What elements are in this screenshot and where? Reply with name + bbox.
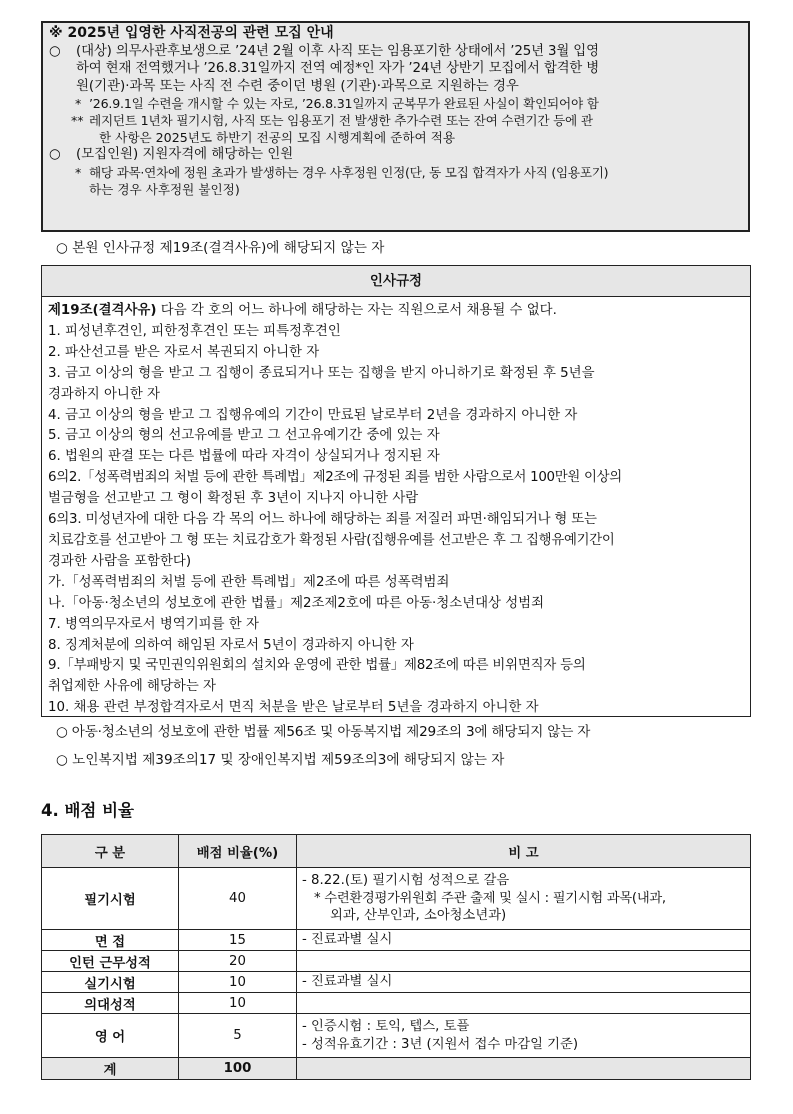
regulation-line: 벌금형을 선고받고 그 형이 확정된 후 3년이 지나지 아니한 사람 (48, 491, 419, 507)
note-line: - 인증시험 : 토익, 텝스, 토플 (302, 1019, 470, 1034)
note-line: - 성적유효기간 : 3년 (지원서 접수 마감일 기준) (302, 1036, 579, 1052)
notice-text-line: 하여 현재 전역했거나 ’26.8.31일까지 전역 예정*인 자가 ’24년 상반기 모집에서 합격한 병 (76, 61, 600, 76)
row-notes (297, 951, 751, 972)
score-ratio-table (41, 834, 751, 1080)
regulation-line: 2. 파산선고를 받은 자로서 복권되지 아니한 자 (48, 344, 320, 360)
regulation-line: 6의2.「성폭력범죄의 처벌 등에 관한 특례법」제2조에 규정된 죄를 범한 사람으로서 100만원 이상의 (48, 470, 622, 486)
regulation-header: 인사규정 (42, 266, 750, 297)
table-row (42, 930, 751, 951)
row-label: 의대성적 (42, 993, 179, 1014)
table-row (42, 868, 751, 930)
article-text: 다음 각 호의 어느 하나에 해당하는 자는 직원으로서 채용될 수 없다. (156, 303, 557, 318)
note-line: 외과, 산부인과, 소아청소년과) (330, 908, 507, 924)
row-ratio: 15 (179, 930, 297, 951)
notice-title: ※ 2025년 입영한 사직전공의 관련 모집 안내 (49, 25, 334, 41)
section-title: 4. 배점 비율 (41, 801, 134, 820)
regulation-line: 9.「부패방지 및 국민권익위원회의 설치와 운영에 관한 법률」제82조에 따른 비위면직자 등의 (48, 658, 586, 674)
regulation-line: 경과한 사람을 포함한다) (48, 553, 192, 569)
table-total-row (42, 1058, 751, 1080)
regulation-line: 5. 금고 이상의 형의 선고유예를 받고 그 선고유예기간 중에 있는 자 (48, 428, 440, 444)
column-header: 배점 비율(%) (179, 835, 297, 868)
table-row (42, 972, 751, 993)
total-label: 계 (42, 1058, 179, 1080)
notice-item-target (49, 43, 742, 96)
article-title: 제19조(결격사유) (48, 303, 157, 318)
regulation-line: 가.「성폭력범죄의 처벌 등에 관한 특례법」제2조에 따른 성폭력범죄 (48, 574, 450, 590)
notice-footnote (49, 112, 742, 146)
regulation-line: 3. 금고 이상의 형을 받고 그 집행이 종료되거나 또는 집행을 받지 아니하기로 확정된 후 5년을 (48, 365, 595, 381)
regulation-line: 나.「아동·청소년의 성보호에 관한 법률」제2조제2호에 따른 아동·청소년대상 성범죄 (48, 595, 545, 611)
notice-item-quota (49, 146, 742, 164)
condition-line: ○ 노인복지법 제39조의17 및 장애인복지법 제59조의3에 해당되지 않는 자 (56, 752, 505, 768)
notice-footnote (49, 95, 742, 112)
row-label: 영 어 (42, 1014, 179, 1058)
column-header: 비 고 (297, 835, 751, 868)
notice-footnote (49, 164, 742, 198)
condition-line: ○ 본원 인사규정 제19조(결격사유)에 해당되지 않는 자 (56, 240, 385, 256)
double-asterisk-mark: ** (71, 113, 84, 128)
asterisk-mark: * (75, 164, 82, 180)
table-row (42, 951, 751, 972)
footnote-line: 한 사항은 2025년도 하반기 전공의 모집 시행계획에 준하여 적용 (99, 130, 456, 145)
regulation-line: 치료감호를 선고받아 그 형 또는 치료감호가 확정된 사람(집행유예를 선고받은 후 그 집행유예기간이 (48, 532, 615, 548)
regulation-box (41, 265, 751, 717)
table-header-row (42, 835, 751, 868)
row-label: 실기시험 (42, 972, 179, 993)
condition-line: ○ 아동·청소년의 성보호에 관한 법률 제56조 및 아동복지법 제29조의 3에 해당되지 않는 자 (56, 724, 591, 740)
row-notes (297, 1014, 751, 1058)
row-ratio: 40 (179, 868, 297, 930)
regulation-body (42, 297, 750, 719)
regulation-line: 6의3. 미성년자에 대한 다음 각 목의 어느 하나에 해당하는 죄를 저질러 파면·해임되거나 형 또는 (48, 512, 597, 528)
note-line: - 8.22.(토) 필기시험 성적으로 갈음 (302, 873, 510, 889)
table-row (42, 993, 751, 1014)
circle-bullet-icon: ○ (49, 43, 61, 59)
row-notes (297, 993, 751, 1014)
asterisk-mark: * (75, 96, 82, 111)
article-line (48, 301, 744, 322)
regulation-line: 취업제한 사유에 해당하는 자 (48, 679, 216, 695)
row-ratio: 20 (179, 951, 297, 972)
footnote-line: 해당 과목·연차에 정원 초과가 발생하는 경우 사후정원 인정(단, 동 모집 합격자가 사직 (임용포기) (89, 164, 609, 180)
row-ratio: 10 (179, 972, 297, 993)
row-label: 인턴 근무성적 (42, 951, 179, 972)
footnote-line: 하는 경우 사후정원 불인정) (89, 181, 240, 197)
row-notes (297, 868, 751, 930)
footnote-line: ’26.9.1일 수련을 개시할 수 있는 자로, ’26.8.31일까지 군복무가 완료된 사실이 확인되어야 함 (89, 96, 599, 111)
notice-box (41, 21, 750, 232)
table-row (42, 1014, 751, 1058)
row-ratio: 10 (179, 993, 297, 1014)
total-notes (297, 1058, 751, 1080)
regulation-line: 경과하지 아니한 자 (48, 386, 160, 402)
regulation-line: 1. 피성년후견인, 피한정후견인 또는 피특정후견인 (48, 323, 341, 339)
notice-text-line: (모집인원) 지원자격에 해당하는 인원 (76, 147, 294, 162)
row-label: 면 접 (42, 930, 179, 951)
note-line: - 진료과별 실시 (302, 974, 393, 990)
note-line: - 진료과별 실시 (302, 932, 393, 948)
circle-bullet-icon: ○ (49, 147, 61, 162)
notice-text-line: (대상) 의무사관후보생으로 ’24년 2월 이후 사직 또는 임용포기한 상태에서 ’25년 3월 입영 (76, 43, 599, 59)
footnote-line: 레지던트 1년차 필기시험, 사직 또는 임용포기 전 발생한 추가수련 또는 잔여 수련기간 등에 관 (89, 113, 593, 128)
note-line: * 수련환경평가위원회 주관 출제 및 실시 : 필기시험 과목(내과, (314, 890, 666, 906)
row-ratio: 5 (179, 1014, 297, 1058)
notice-text-line: 원(기관)·과목 또는 사직 전 수련 중이던 병원 (기관)·과목으로 지원하는 경우 (76, 78, 519, 94)
row-notes (297, 930, 751, 951)
regulation-line: 6. 법원의 판결 또는 다른 법률에 따라 자격이 상실되거나 정지된 자 (48, 449, 440, 465)
regulation-line: 10. 채용 관련 부정합격자로서 면직 처분을 받은 날로부터 5년을 경과하지 아니한 자 (48, 700, 539, 716)
row-label: 필기시험 (42, 868, 179, 930)
column-header: 구 분 (42, 835, 179, 868)
regulation-line: 7. 병역의무자로서 병역기피를 한 자 (48, 616, 259, 632)
total-ratio: 100 (179, 1058, 297, 1080)
regulation-line: 4. 금고 이상의 형을 받고 그 집행유예의 기간이 만료된 날로부터 2년을 경과하지 아니한 자 (48, 407, 578, 423)
row-notes (297, 972, 751, 993)
regulation-line: 8. 징계처분에 의하여 해임된 자로서 5년이 경과하지 아니한 자 (48, 637, 414, 653)
